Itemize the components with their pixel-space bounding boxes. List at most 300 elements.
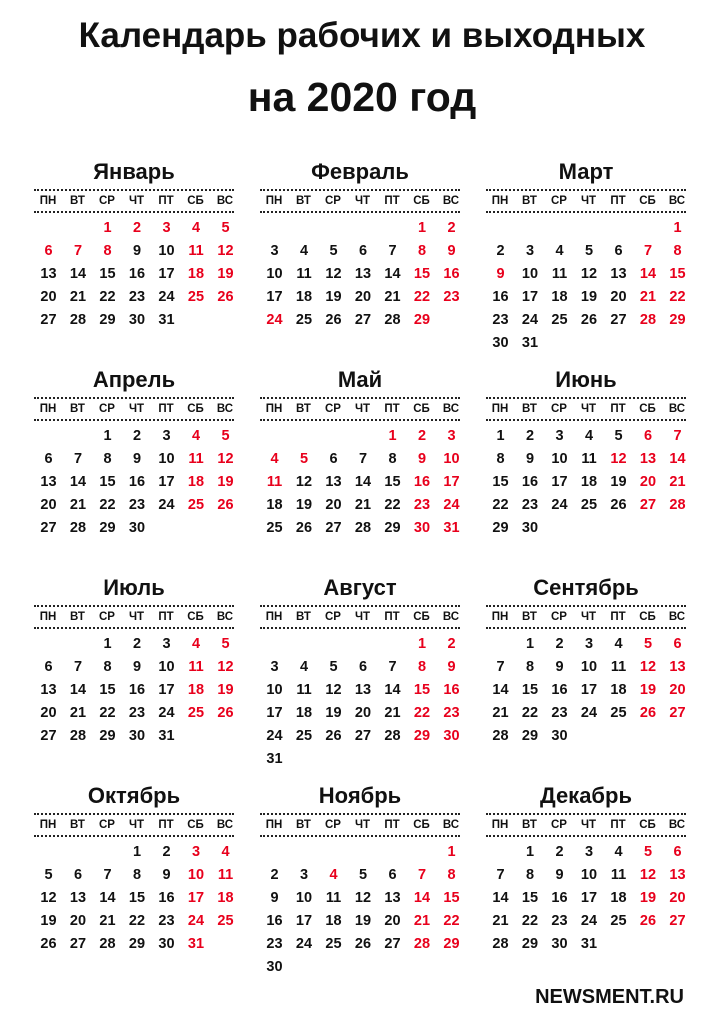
work-day: 12 <box>354 890 372 906</box>
work-day: 21 <box>492 913 509 929</box>
work-day: 1 <box>103 636 112 652</box>
work-day: 25 <box>266 520 283 536</box>
weekday-label: СБ <box>187 611 204 623</box>
weekday-header <box>486 397 686 421</box>
work-day: 6 <box>329 451 338 467</box>
work-day: 17 <box>580 682 598 698</box>
day-off: 12 <box>217 659 234 675</box>
day-off: 5 <box>643 844 653 860</box>
month-block <box>34 573 234 783</box>
work-day: 11 <box>296 266 312 282</box>
day-off: 7 <box>417 867 427 883</box>
day-off: 1 <box>447 844 456 860</box>
work-day: 2 <box>132 636 142 652</box>
work-day: 17 <box>551 474 568 490</box>
work-day: 8 <box>388 451 397 467</box>
weekday-header <box>260 189 460 213</box>
work-day: 11 <box>551 266 568 282</box>
weekday-label: ПН <box>491 611 509 623</box>
work-day: 17 <box>158 474 175 490</box>
day-off: 4 <box>191 220 201 236</box>
weekday-header <box>34 397 234 421</box>
days-grid <box>34 841 234 991</box>
weekday-label: ЧТ <box>580 611 597 623</box>
work-day: 28 <box>69 728 87 744</box>
work-day: 20 <box>40 289 57 305</box>
work-day: 9 <box>162 867 171 883</box>
day-off: 3 <box>191 844 201 860</box>
day-off: 11 <box>188 659 204 675</box>
weekday-label: ВС <box>442 195 460 207</box>
work-day: 14 <box>354 474 372 490</box>
day-off: 4 <box>270 451 279 467</box>
page-title-line-1: Календарь рабочих и выходных <box>78 16 646 55</box>
work-day: 24 <box>158 497 175 513</box>
work-day: 8 <box>525 659 535 675</box>
weekday-label: ВТ <box>296 611 311 623</box>
weekday-label: ВС <box>216 819 234 831</box>
work-day: 22 <box>521 705 539 721</box>
work-day: 16 <box>128 266 146 282</box>
day-off: 12 <box>639 867 657 883</box>
work-day: 12 <box>580 266 598 282</box>
weekday-label: ВТ <box>296 819 311 831</box>
work-day: 31 <box>158 728 175 744</box>
work-day: 27 <box>610 312 627 328</box>
weekday-label: ПН <box>39 611 57 623</box>
day-off: 7 <box>673 428 682 444</box>
work-day: 10 <box>580 867 598 883</box>
work-day: 29 <box>521 728 539 744</box>
days-grid <box>34 633 234 783</box>
month-name: Сентябрь <box>533 575 639 600</box>
work-day: 25 <box>610 913 627 929</box>
weekday-label: ПТ <box>158 819 174 831</box>
work-day: 3 <box>299 867 309 883</box>
work-day: 18 <box>610 682 627 698</box>
day-off: 28 <box>413 936 431 952</box>
work-day: 23 <box>128 705 146 721</box>
work-day: 9 <box>132 659 142 675</box>
day-off: 15 <box>413 266 431 282</box>
day-off: 2 <box>447 220 456 236</box>
work-day: 17 <box>158 266 175 282</box>
work-day: 1 <box>103 428 112 444</box>
day-off: 20 <box>639 474 657 490</box>
day-off: 5 <box>221 636 230 652</box>
weekday-label: СБ <box>639 403 656 415</box>
day-off: 25 <box>217 913 234 929</box>
day-off: 16 <box>443 266 460 282</box>
work-day: 29 <box>99 520 116 536</box>
day-off: 28 <box>639 312 657 328</box>
work-day: 23 <box>158 913 175 929</box>
month-name: Октябрь <box>87 783 181 808</box>
day-off: 7 <box>643 243 653 259</box>
work-day: 25 <box>580 497 598 513</box>
weekday-label: ЧТ <box>580 819 597 831</box>
work-day: 28 <box>384 728 401 744</box>
work-day: 30 <box>551 728 568 744</box>
work-day: 20 <box>69 913 87 929</box>
work-day: 3 <box>584 844 594 860</box>
day-off: 31 <box>187 936 205 952</box>
work-day: 11 <box>610 659 627 675</box>
work-day: 2 <box>270 867 279 883</box>
weekday-header <box>260 813 460 837</box>
work-day: 14 <box>69 266 87 282</box>
day-off: 21 <box>639 289 657 305</box>
weekday-label: СР <box>99 611 115 623</box>
work-day: 24 <box>580 913 598 929</box>
weekday-header <box>486 189 686 213</box>
weekday-label: ПН <box>39 195 57 207</box>
work-day: 25 <box>295 728 313 744</box>
work-day: 7 <box>73 451 83 467</box>
month-block <box>260 157 460 367</box>
work-day: 15 <box>492 474 509 490</box>
work-day: 5 <box>584 243 594 259</box>
work-day: 31 <box>580 936 598 952</box>
work-day: 17 <box>295 913 313 929</box>
work-day: 16 <box>128 682 146 698</box>
day-off: 16 <box>413 474 431 490</box>
day-off: 9 <box>496 266 505 282</box>
work-day: 27 <box>40 728 57 744</box>
work-day: 17 <box>158 682 175 698</box>
work-day: 20 <box>325 497 342 513</box>
weekday-label: ПТ <box>384 611 400 623</box>
days-grid <box>486 841 686 991</box>
work-day: 28 <box>69 520 87 536</box>
work-day: 29 <box>99 312 116 328</box>
weekday-label: ПТ <box>384 195 400 207</box>
work-day: 4 <box>299 659 309 675</box>
work-day: 3 <box>270 243 279 259</box>
work-day: 20 <box>40 497 57 513</box>
day-off: 8 <box>673 243 682 259</box>
site-watermark: NEWSMENT.RU <box>535 986 684 1008</box>
work-day: 27 <box>325 520 342 536</box>
work-day: 15 <box>521 682 539 698</box>
day-off: 14 <box>639 266 657 282</box>
work-day: 21 <box>384 289 401 305</box>
day-off: 19 <box>639 890 657 906</box>
work-day: 10 <box>266 266 283 282</box>
work-day: 24 <box>551 497 568 513</box>
work-day: 2 <box>525 428 535 444</box>
weekday-label: ВС <box>216 195 234 207</box>
work-day: 21 <box>69 497 87 513</box>
day-off: 22 <box>413 289 431 305</box>
work-day: 16 <box>266 913 283 929</box>
work-day: 19 <box>295 497 313 513</box>
work-day: 25 <box>295 312 313 328</box>
month-block <box>34 781 234 991</box>
day-off: 1 <box>103 220 112 236</box>
day-off: 23 <box>443 289 460 305</box>
day-off: 4 <box>191 636 201 652</box>
work-day: 10 <box>551 451 568 467</box>
weekday-label: СБ <box>639 819 656 831</box>
work-day: 2 <box>132 428 142 444</box>
day-off: 26 <box>217 705 234 721</box>
day-off: 8 <box>417 659 427 675</box>
month-name: Август <box>323 575 397 600</box>
work-day: 24 <box>580 705 598 721</box>
month-name: Январь <box>93 159 175 184</box>
work-day: 1 <box>496 428 505 444</box>
weekday-label: СР <box>551 403 567 415</box>
work-day: 13 <box>69 890 87 906</box>
month-name: Ноябрь <box>318 783 402 808</box>
work-day: 19 <box>40 913 57 929</box>
weekday-label: СР <box>551 195 567 207</box>
weekday-label: ВС <box>668 611 686 623</box>
weekday-label: СР <box>99 403 115 415</box>
days-grid <box>260 633 460 783</box>
work-day: 12 <box>40 890 57 906</box>
work-day: 22 <box>521 913 539 929</box>
day-off: 5 <box>221 428 230 444</box>
work-day: 6 <box>73 867 83 883</box>
days-grid <box>34 217 234 367</box>
work-day: 18 <box>325 913 342 929</box>
work-day: 26 <box>580 312 598 328</box>
work-day: 22 <box>128 913 146 929</box>
weekday-label: ПН <box>491 403 509 415</box>
work-day: 5 <box>614 428 623 444</box>
work-day: 21 <box>69 289 87 305</box>
day-off: 8 <box>447 867 456 883</box>
work-day: 23 <box>521 497 539 513</box>
weekday-label: ЧТ <box>354 611 371 623</box>
day-off: 14 <box>413 890 431 906</box>
days-grid <box>486 217 686 367</box>
work-day: 28 <box>69 312 87 328</box>
weekday-label: ПТ <box>158 611 174 623</box>
day-off: 21 <box>413 913 431 929</box>
work-day: 16 <box>492 289 509 305</box>
work-day: 8 <box>496 451 505 467</box>
weekday-label: ВС <box>668 195 686 207</box>
work-day: 5 <box>358 867 368 883</box>
work-day: 8 <box>103 451 112 467</box>
day-off: 5 <box>643 636 653 652</box>
weekday-label: ПН <box>265 403 283 415</box>
weekday-header <box>34 605 234 629</box>
day-off: 11 <box>217 867 234 883</box>
day-off: 9 <box>417 451 427 467</box>
work-day: 24 <box>266 728 283 744</box>
days-grid <box>260 425 460 575</box>
weekday-label: ВТ <box>522 195 537 207</box>
work-day: 13 <box>325 474 342 490</box>
month-block <box>260 781 460 991</box>
weekday-label: СР <box>325 611 341 623</box>
day-off: 6 <box>673 844 682 860</box>
work-day: 15 <box>99 474 116 490</box>
day-off: 3 <box>447 428 456 444</box>
weekday-label: ЧТ <box>128 819 145 831</box>
work-day: 15 <box>384 474 401 490</box>
weekday-label: ВТ <box>522 819 537 831</box>
work-day: 20 <box>354 705 372 721</box>
work-day: 3 <box>525 243 535 259</box>
day-off: 6 <box>643 428 653 444</box>
work-day: 20 <box>40 705 57 721</box>
work-day: 21 <box>99 913 116 929</box>
work-day: 26 <box>295 520 313 536</box>
work-day: 9 <box>525 451 535 467</box>
work-day: 16 <box>551 890 568 906</box>
day-off: 23 <box>443 705 460 721</box>
day-off: 13 <box>669 659 686 675</box>
work-day: 7 <box>358 451 368 467</box>
month-block <box>34 365 234 575</box>
day-off: 24 <box>187 913 205 929</box>
work-day: 26 <box>354 936 372 952</box>
weekday-label: СБ <box>639 195 656 207</box>
day-off: 1 <box>417 220 427 236</box>
work-day: 26 <box>610 497 627 513</box>
day-off: 29 <box>413 312 431 328</box>
work-day: 29 <box>521 936 539 952</box>
work-day: 27 <box>354 728 372 744</box>
work-day: 30 <box>128 520 146 536</box>
work-day: 13 <box>40 682 57 698</box>
day-off: 24 <box>443 497 460 513</box>
work-day: 30 <box>266 959 283 975</box>
day-off: 29 <box>413 728 431 744</box>
day-off: 26 <box>639 705 657 721</box>
days-grid <box>34 425 234 575</box>
work-day: 23 <box>492 312 509 328</box>
work-day: 18 <box>295 705 313 721</box>
weekday-label: СБ <box>187 195 204 207</box>
weekday-label: ВТ <box>70 195 85 207</box>
weekday-label: ВС <box>442 611 460 623</box>
day-off: 13 <box>639 451 657 467</box>
work-day: 18 <box>266 497 283 513</box>
day-off: 17 <box>187 890 205 906</box>
work-day: 30 <box>521 520 539 536</box>
work-day: 30 <box>551 936 568 952</box>
weekday-label: ПТ <box>610 195 626 207</box>
weekday-label: СР <box>551 819 567 831</box>
weekday-label: СР <box>99 195 115 207</box>
weekday-label: ПН <box>265 195 283 207</box>
day-off: 18 <box>187 266 205 282</box>
work-day: 17 <box>521 289 539 305</box>
work-day: 23 <box>551 913 568 929</box>
day-off: 24 <box>266 312 283 328</box>
weekday-label: ПТ <box>610 611 626 623</box>
day-off: 3 <box>162 220 171 236</box>
work-day: 6 <box>358 659 368 675</box>
weekday-label: ВТ <box>522 611 537 623</box>
day-off: 12 <box>217 451 234 467</box>
day-off: 25 <box>187 705 205 721</box>
work-day: 31 <box>521 335 539 351</box>
weekday-label: ЧТ <box>580 195 597 207</box>
weekday-label: СБ <box>413 819 430 831</box>
day-off: 22 <box>443 913 460 929</box>
work-day: 19 <box>325 289 342 305</box>
weekday-header <box>260 605 460 629</box>
weekday-label: ЧТ <box>354 195 371 207</box>
weekday-label: ЧТ <box>354 819 371 831</box>
day-off: 27 <box>669 913 686 929</box>
work-day: 17 <box>266 705 283 721</box>
work-day: 10 <box>266 682 283 698</box>
days-grid <box>260 217 460 367</box>
day-off: 8 <box>103 243 112 259</box>
work-day: 9 <box>132 451 142 467</box>
weekday-label: ЧТ <box>580 403 597 415</box>
weekday-header <box>34 813 234 837</box>
work-day: 2 <box>555 844 564 860</box>
work-day: 17 <box>580 890 598 906</box>
work-day: 28 <box>99 936 116 952</box>
day-off: 11 <box>188 243 204 259</box>
weekday-label: ВТ <box>296 403 311 415</box>
day-off: 11 <box>266 474 283 490</box>
day-off: 2 <box>132 220 142 236</box>
work-day: 11 <box>325 890 342 906</box>
weekday-label: СБ <box>413 403 430 415</box>
weekday-label: ВС <box>216 403 234 415</box>
day-off: 6 <box>44 243 53 259</box>
work-day: 16 <box>128 474 146 490</box>
day-off: 10 <box>187 867 205 883</box>
month-block <box>486 781 686 991</box>
work-day: 24 <box>158 289 175 305</box>
work-day: 26 <box>325 728 342 744</box>
work-day: 15 <box>521 890 539 906</box>
weekday-label: ЧТ <box>128 611 145 623</box>
weekday-label: ПТ <box>610 819 626 831</box>
work-day: 29 <box>128 936 146 952</box>
work-day: 11 <box>610 867 627 883</box>
work-day: 19 <box>610 474 627 490</box>
work-day: 2 <box>162 844 171 860</box>
work-day: 14 <box>69 682 87 698</box>
weekday-label: ПН <box>491 819 509 831</box>
month-name: Июль <box>103 575 165 600</box>
work-day: 24 <box>158 705 175 721</box>
work-day: 29 <box>492 520 509 536</box>
weekday-label: ВТ <box>70 403 85 415</box>
day-off: 7 <box>73 243 83 259</box>
month-block <box>260 573 460 783</box>
month-block <box>486 157 686 367</box>
weekday-label: ПН <box>265 611 283 623</box>
work-day: 14 <box>492 682 509 698</box>
work-day: 22 <box>384 497 401 513</box>
work-day: 21 <box>384 705 401 721</box>
day-off: 12 <box>639 659 657 675</box>
work-day: 12 <box>295 474 313 490</box>
work-day: 24 <box>521 312 539 328</box>
work-day: 5 <box>44 867 53 883</box>
day-off: 9 <box>447 243 456 259</box>
work-day: 23 <box>128 497 146 513</box>
work-day: 20 <box>384 913 401 929</box>
work-day: 13 <box>40 266 57 282</box>
weekday-label: СР <box>99 819 115 831</box>
day-off: 27 <box>639 497 657 513</box>
